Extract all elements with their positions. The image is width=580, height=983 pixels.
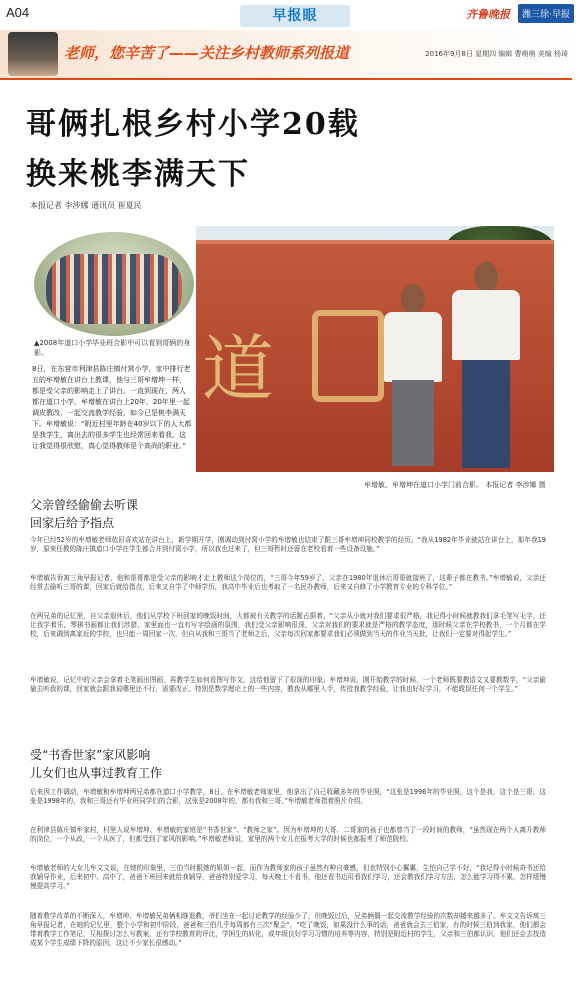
group-photo-image	[34, 232, 194, 336]
series-title: 老师，您辛苦了——关注乡村教师系列报道	[64, 44, 350, 62]
subheading-2-line-2: 儿女们也从事过教育工作	[30, 766, 163, 780]
students-group	[46, 254, 182, 324]
header-rule	[0, 78, 572, 80]
subheading-1-line-2: 回家后给予指点	[30, 516, 115, 530]
teacher-figure-left	[384, 284, 442, 466]
gate-lettering: 道	[202, 327, 275, 411]
brothers-photo	[196, 226, 554, 472]
byline: 本报记者 李涉娜 通讯员 崔夏民	[30, 201, 142, 210]
paragraph-5: 后来因工作调动，牟增敏和牟增坤两兄弟都在道口小学教学，8日，在牟增敏老师家里，他拿出了自己收藏多年的毕业照，“这张是1996年的毕业照，这个是我，这个是三哥，这张是1998年的，我和三哥还有毕业班同学们的合影，这张是2008年的，都有我和三哥。”牟增敏老师指着照片介绍。	[30, 788, 546, 805]
photo2-caption: 牟增敏、牟增坤在道口小学门前合影。 本报记者 李涉娜 摄	[364, 481, 546, 489]
paragraph-1: 今年已经52岁的牟增敏老师依旧喜欢站在讲台上，新学期开学，刚调动到付窝小学的牟增敏也结束了跟三哥牟增坤同校教学的经历。“我从1982年毕业就站在讲台上，那年我19岁，原来任教的陈庄镇道口小学在学生都合并到付窝小学，所以我也过来了，但三哥暂时还留在老校看着一些设备设施。”	[30, 536, 546, 553]
issue-meta: 2016年9月8日 星期四 编辑 曹萌萌 美编 杨琦	[425, 50, 568, 58]
paragraph-8: 随着教学改革的不断深入，牟增坤、牟增敏兄弟俩相继退教，爷们坐在一起讨论教学的经验少了，但晚饭过后，兄弟俩偶一起交流教学经验的次数却越来越多了。牟文文告诉寓三角早报记者，在她的记忆里，整个小学和初中阶段，爸爸和三伯几乎每周都有三次“聚会”，“吃了晚饭，如果没什么事的话，爸爸就会去三伯家，有的时候三伯到我家，他们都会带着教学工作笔记，互相探讨怎么写教案，还有学校教育的评比，学困生的转化，或年级良好学习习惯的培养等内容，特别是附近村的学生，父亲和三伯都认识，他们还会去找造成某个学生成绩下降的原因，这让不少家长很感动。”	[30, 912, 546, 947]
paragraph-6: 在利津县陈庄镇牟家村，村里人说牟增坤、牟增敏的家庭是“书香世家”、“教师之家”。因为牟增坤的大哥、二哥家的孩子也都曾当了一段时间的教师，“虽然现在两个人离开教师的岗位，一个从政，一个从医了，但都受到了家风的影响。”牟增敏老师说，家里的两个女儿在报考大学的时候也都报考了师范院校。	[30, 826, 546, 843]
paragraph-4: 牟增敏说，记忆中的父亲会拿着毛笔画出图画，再教学生如何看图写作文，这给他留下了很深的印象。牟增坤说，刚开始教学的时候，一个老师既要教语文又要教数学，“父亲偷偷去听我的课，回家就会跟我说哪里还不行，需要改正。特别是数学理论上的一些内容，教我从哪里入手，传授我教学经验，让我也好好学习，不能耽误任何一个学生。”	[30, 676, 546, 693]
subheading-1-line-1: 父亲曾经偷偷去听课	[30, 498, 139, 512]
paragraph-2: 牟增敏告诉寓三角早报记者，他和哥哥都是受父亲的影响才走上教师这个岗位的，“三哥今年59岁了，父亲在1980年退休后哥哥就接班了，这辈子都在教书。”牟增敏说，父亲还经常去偷听三哥的课，回家后就给指点，后来又自学了中师学历，我高中毕业后也考取了一名民办教师，后来又自修了小学教育专业的专科学位。”	[30, 574, 546, 591]
page-header	[0, 0, 580, 84]
section-label: 早报眼	[240, 5, 350, 27]
page-number: A04	[6, 5, 30, 20]
subheading-2-line-1: 受“书香世家”家风影响	[30, 748, 151, 762]
photo1-caption: ▲2008年道口小学毕业班合影中可以看到哥俩的身影。	[34, 339, 191, 357]
article-headline	[26, 100, 360, 200]
gate-lettering-2	[312, 310, 384, 402]
paragraph-7: 牟增敏老师的大女儿牟文文说，在她的印象里，三伯当时跟她的姐姐一起，而作为教师家的孩子虽然有种自豪感，但也特别小心翼翼，生怕自己学不好，“我记得小时候奇书还给我辅导作业，后来初中、高中了，爸爸下班回来就给我辅导，爸爸特别爱学习，每天晚上不看书，他还看书边用看我们学习，还会教我们学习方法，怎么能学习得不累，怎样缓慢慢提高学习。”	[30, 864, 546, 890]
paragraph-3: 在两兄弟的记忆里，自父亲退休后，他们从学校下班回家的晚饭时间，大都被有关教学的话题占据着。“父亲从小就对我们要求很严格，我记得小时候就教我们拿毛笔写毛字，还让我学着乐，琴棋书画都让我们涉猎，家里面也一直有写字绘画的氛围，我们受父亲影响很深，父亲对我们的要求就是严格的教学态度，那时候父亲在学校教书，一个月都在学校，后来调到离家近的学校，也只能一周回家一次，但自从我和三哥当了老师之后，父亲每次回家都要求我们必须做到当天的作业当天批，让我们一定要对得起学生。”	[30, 612, 546, 638]
headline-line-1: 哥俩扎根乡村小学20载	[26, 107, 360, 142]
headline-line-2: 换来桃李满天下	[26, 157, 250, 192]
class-photo	[28, 228, 198, 362]
edition-badge: 潍三徐·早报	[518, 4, 574, 23]
teacher-figure-image	[8, 32, 58, 76]
subheading-2	[30, 746, 162, 782]
intro-paragraph: 8日，在东营市利津县陈庄镇付窝小学，家中排行老五的牟增敏在讲台上教课，他与三哥牟增坤一样，都是受父亲的影响走上了讲台。一直到现在，两人都在道口小学，牟增敏在讲台上20年，20年里一起调皮教改，一起交流教学经验，如今已是桃李满天下。牟增敏说：“附近村里年龄在40岁以下的人大都是我学生，离出去的很多学生也经常回来看我，这让我觉得很欣慰，真心觉得教师是个高尚的职业。”	[32, 365, 192, 450]
teacher-figure-right	[452, 262, 520, 468]
paper-logo: 齐鲁晚报	[466, 8, 510, 21]
subheading-1	[30, 496, 138, 532]
